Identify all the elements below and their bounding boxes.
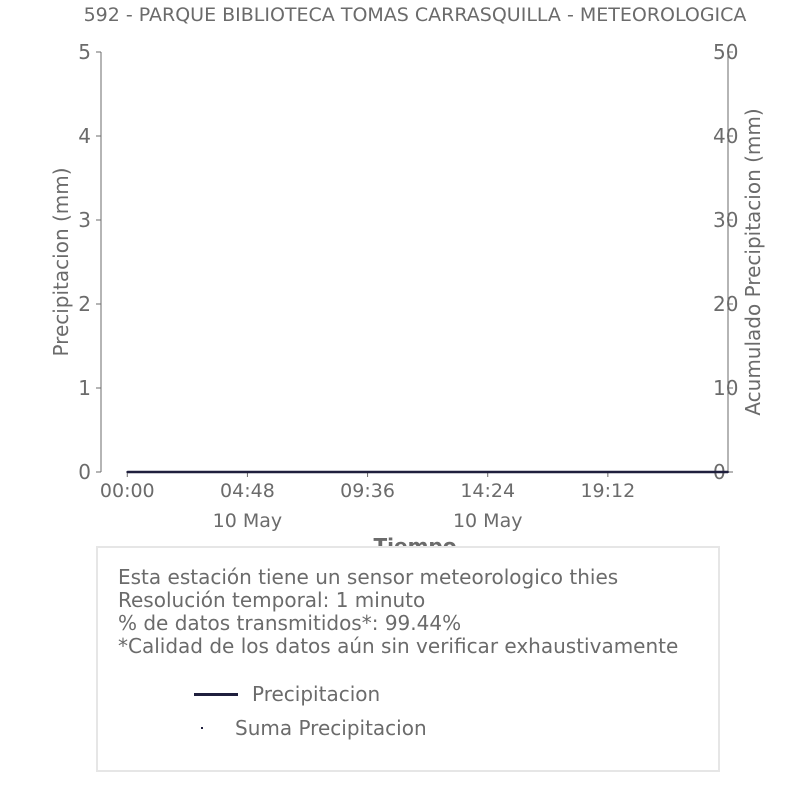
- y-tick-label: 3: [78, 208, 91, 232]
- y-tick-label: 4: [78, 124, 91, 148]
- legend-label-precipitacion: Precipitacion: [252, 682, 381, 706]
- series-point-suma-precipitacion: [727, 471, 729, 473]
- info-line-resolution: Resolución temporal: 1 minuto: [118, 588, 426, 612]
- y2-tick-label: 20: [713, 292, 739, 316]
- y-axis-label: Precipitacion (mm): [49, 167, 73, 357]
- chart-ticks: [78, 40, 738, 532]
- x-tick-label: 19:12: [580, 480, 636, 502]
- y-tick-label: 0: [78, 460, 91, 484]
- legend-label-suma-precipitacion: Suma Precipitacion: [235, 716, 427, 740]
- x-tick-label: 14:24: [460, 480, 516, 502]
- legend-item-precipitacion: [194, 682, 380, 706]
- x-tick-label: 04:48: [220, 480, 275, 502]
- y2-tick-label: 0: [713, 460, 726, 484]
- chart-axes: [101, 52, 728, 472]
- y2-tick-label: 50: [713, 40, 739, 64]
- legend-line-swatch: [194, 693, 238, 696]
- x-tick-label: 00:00: [99, 480, 155, 502]
- y-tick-label: 5: [78, 40, 91, 64]
- legend-dot-swatch: [201, 727, 203, 729]
- chart-title: 592 - PARQUE BIBLIOTECA TOMAS CARRASQUILLA - METEOROLOGICA: [83, 4, 747, 26]
- y2-tick-label: 10: [713, 376, 739, 400]
- y2-tick-label: 40: [713, 124, 739, 148]
- y-tick-label: 2: [78, 292, 91, 316]
- info-line-data-percent: % de datos transmitidos*: 99.44%: [118, 611, 462, 635]
- info-lines: [118, 566, 678, 658]
- y2-axis-label: Acumulado Precipitacion (mm): [741, 108, 765, 416]
- info-box: [96, 546, 720, 772]
- chart-marks: [126, 471, 729, 473]
- y-tick-label: 1: [78, 376, 91, 400]
- y2-tick-label: 30: [713, 208, 739, 232]
- x-tick-label: 09:36: [340, 480, 395, 502]
- x-tick-date-label: 10 May: [212, 510, 283, 532]
- legend-item-suma-precipitacion: [201, 716, 427, 740]
- info-line-quality-note: *Calidad de los datos aún sin verificar exhaustivamente: [118, 634, 679, 658]
- series-point-suma-precipitacion: [126, 471, 128, 473]
- x-tick-date-label: 10 May: [452, 510, 523, 532]
- info-line-sensor: Esta estación tiene un sensor meteorologico thies: [118, 565, 619, 589]
